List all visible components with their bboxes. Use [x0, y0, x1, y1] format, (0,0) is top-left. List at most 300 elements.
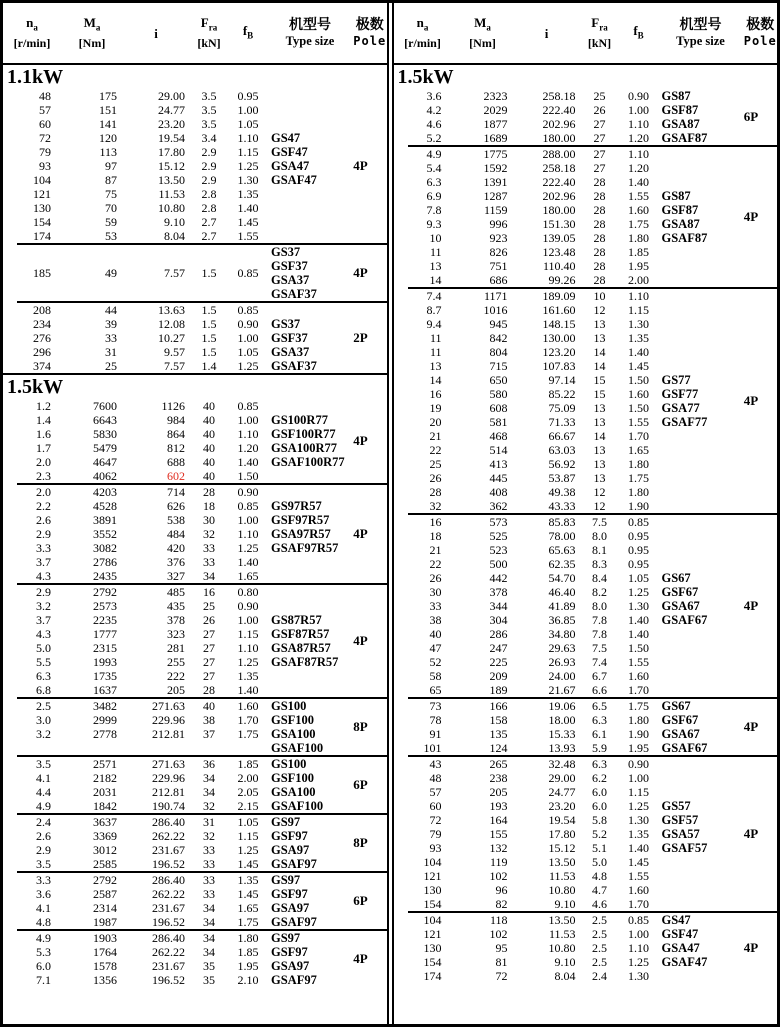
cell-fb: 1.15: [628, 785, 649, 799]
table-row: [394, 627, 778, 641]
cell-na: 73: [429, 699, 442, 713]
table-row: [3, 669, 387, 683]
type-size: GSA100R77: [271, 441, 337, 455]
cell-fb: 1.75: [237, 915, 259, 929]
cell-na: 28: [429, 485, 442, 499]
cell-na: 3.2: [36, 727, 51, 741]
cell-i: 29.63: [548, 641, 576, 655]
cell-na: 2.6: [36, 513, 51, 527]
cell-fra: 33: [203, 857, 215, 871]
cell-fra: 4.7: [592, 883, 607, 897]
data-block: [3, 485, 387, 583]
cell-fb: 0.95: [628, 543, 649, 557]
cell-fra: 12: [593, 303, 606, 317]
cell-ma: 164: [489, 813, 508, 827]
numeric-rows: [394, 913, 778, 983]
cell-na: 3.5: [36, 757, 51, 771]
cell-fra: 25: [203, 599, 215, 613]
cell-fb: 1.80: [628, 457, 649, 471]
cell-fra: 34: [203, 931, 215, 945]
table-row: [3, 857, 387, 871]
table-row: [394, 499, 778, 513]
cell-i: 626: [167, 499, 185, 513]
cell-i: 151.30: [542, 217, 576, 231]
cell-i: 485: [167, 585, 185, 599]
type-size-labels: [271, 613, 338, 669]
cell-na: 154: [33, 215, 51, 229]
cell-na: 154: [423, 955, 442, 969]
cell-ma: 286: [489, 627, 508, 641]
cell-fra: 16: [203, 585, 215, 599]
cell-na: 234: [33, 317, 51, 331]
cell-ma: 3012: [93, 843, 117, 857]
cell-ma: 304: [489, 613, 508, 627]
cell-fb: 1.35: [237, 187, 259, 201]
table-row: [3, 945, 387, 959]
cell-na: 13: [429, 259, 442, 273]
cell-na: 5.2: [426, 131, 442, 145]
cell-ma: 4062: [93, 469, 117, 483]
type-size-labels: [271, 317, 317, 373]
cell-fra: 35: [203, 973, 215, 987]
cell-fb: 1.25: [628, 585, 649, 599]
table-row: [394, 175, 778, 189]
type-size: GS87R57: [271, 613, 322, 627]
cell-fb: 2.10: [237, 973, 259, 987]
cell-fra: 18: [203, 499, 215, 513]
table-row: [394, 655, 778, 669]
type-size: GS67: [661, 699, 691, 713]
cell-ma: 923: [489, 231, 508, 245]
cell-i: 262.22: [152, 829, 185, 843]
cell-ma: 1391: [483, 175, 508, 189]
cell-fb: 0.90: [628, 757, 649, 771]
cell-i: 222.40: [542, 175, 576, 189]
cell-na: 104: [423, 913, 442, 927]
cell-na: 57: [429, 785, 442, 799]
cell-fra: 28: [203, 485, 215, 499]
cell-fb: 1.25: [628, 955, 649, 969]
cell-fra: 34: [203, 785, 215, 799]
type-size: GS97: [271, 873, 301, 887]
cell-fra: 5.1: [592, 841, 607, 855]
pole-label: 6P: [353, 777, 368, 792]
cell-ma: 33: [105, 331, 117, 345]
cell-fb: 2.15: [237, 799, 259, 813]
cell-fb: 1.75: [628, 217, 649, 231]
cell-fra: 2.5: [592, 913, 607, 927]
numeric-rows: [3, 303, 387, 373]
data-block: [3, 303, 387, 373]
type-size: GSF100: [271, 771, 315, 785]
cell-na: 6.0: [36, 959, 51, 973]
type-size-labels: [662, 699, 708, 755]
cell-i: 71.33: [548, 415, 576, 429]
data-block: [3, 815, 387, 871]
cell-i: 11.53: [158, 187, 185, 201]
cell-na: 78: [429, 713, 442, 727]
table-row: [3, 683, 387, 697]
cell-na: 72: [429, 813, 442, 827]
cell-fb: 1.30: [628, 317, 649, 331]
cell-ma: 344: [489, 599, 508, 613]
cell-i: 984: [167, 413, 185, 427]
type-size: GS97: [271, 931, 301, 945]
cell-ma: 945: [489, 317, 508, 331]
cell-fb: 1.85: [237, 945, 259, 959]
cell-na: 185: [33, 266, 51, 280]
cell-i: 10.27: [158, 331, 185, 345]
cell-i: 19.54: [158, 131, 185, 145]
data-block: [394, 699, 778, 755]
cell-fb: 1.25: [628, 799, 649, 813]
cell-fra: 27: [203, 641, 215, 655]
cell-fb: 1.60: [628, 669, 649, 683]
table-row: [394, 485, 778, 499]
cell-ma: 4203: [93, 485, 117, 499]
cell-na: 60: [429, 799, 442, 813]
table-row: [394, 757, 778, 771]
cell-ma: 2573: [93, 599, 117, 613]
cell-fra: 1.5: [201, 303, 217, 317]
type-size: GSA77: [661, 401, 700, 415]
type-size: GS100: [271, 757, 307, 771]
cell-fra: 13: [593, 457, 606, 471]
cell-fra: 36: [203, 757, 215, 771]
pole-label: 4P: [353, 433, 368, 448]
cell-i: 180.00: [542, 131, 576, 145]
cell-ma: 804: [489, 345, 508, 359]
cell-ma: 120: [99, 131, 117, 145]
table-row: [3, 843, 387, 857]
cell-fb: 1.45: [628, 855, 649, 869]
cell-ma: 265: [489, 757, 508, 771]
cell-fra: 1.5: [201, 266, 217, 280]
cell-ma: 525: [489, 529, 508, 543]
table-row: [394, 741, 778, 755]
cell-na: 93: [39, 159, 51, 173]
cell-i: 17.80: [158, 145, 185, 159]
cell-fb: 1.25: [237, 655, 259, 669]
cell-fb: 1.00: [628, 927, 649, 941]
pole-label: 4P: [743, 209, 759, 224]
pole-label: 4P: [743, 719, 759, 734]
cell-ma: 4647: [93, 455, 117, 469]
cell-na: 52: [429, 655, 442, 669]
cell-i: 24.00: [548, 669, 576, 683]
cell-na: 16: [429, 515, 442, 529]
cell-ma: 141: [99, 117, 117, 131]
cell-i: 24.77: [158, 103, 185, 117]
cell-fb: 1.85: [237, 757, 259, 771]
type-size-labels: [662, 799, 708, 855]
type-size-labels: [271, 699, 323, 755]
type-size: GSA37: [271, 345, 310, 359]
table-row: [394, 613, 778, 627]
cell-i: 262.22: [152, 887, 185, 901]
cell-na: 91: [429, 727, 442, 741]
cell-fra: 14: [593, 345, 606, 359]
type-size: GS100R77: [271, 413, 328, 427]
cell-fra: 28: [593, 189, 606, 203]
cell-fra: 1.5: [201, 331, 217, 345]
cell-fb: 1.25: [237, 359, 259, 373]
cell-fb: 1.10: [628, 941, 649, 955]
cell-ma: 3552: [93, 527, 117, 541]
type-size: GSF97: [271, 887, 308, 901]
cell-fb: 1.00: [628, 103, 649, 117]
cell-ma: 189: [489, 683, 508, 697]
cell-i: 602: [167, 469, 185, 483]
cell-na: 6.9: [426, 189, 442, 203]
cell-i: 32.48: [548, 757, 576, 771]
cell-fra: 25: [593, 89, 606, 103]
cell-ma: 1993: [93, 655, 117, 669]
cell-i: 231.67: [152, 901, 185, 915]
cell-na: 7.4: [426, 289, 442, 303]
cell-ma: 5830: [93, 427, 117, 441]
cell-fb: 1.00: [628, 771, 649, 785]
cell-fb: 0.90: [237, 317, 259, 331]
cell-na: 3.3: [36, 873, 51, 887]
cell-ma: 468: [489, 429, 508, 443]
type-size-labels: [662, 571, 708, 627]
cell-i: 19.54: [548, 813, 576, 827]
numeric-rows: [3, 815, 387, 871]
cell-ma: 82: [495, 897, 508, 911]
type-size: GSAF97R57: [271, 541, 339, 555]
table-body-left: [3, 65, 387, 987]
type-size: GSF67: [661, 585, 699, 599]
cell-fb: 1.70: [628, 429, 649, 443]
type-size-labels: [662, 89, 708, 145]
cell-na: 19: [429, 401, 442, 415]
cell-fra: 28: [593, 203, 606, 217]
cell-fra: 30: [203, 513, 215, 527]
type-size: GSAF57: [661, 841, 708, 855]
header-type-size: 机型号 Type size: [285, 18, 335, 48]
cell-na: 5.0: [36, 641, 51, 655]
pole-label: 4P: [743, 826, 759, 841]
data-block: [3, 873, 387, 929]
cell-fra: 5.8: [592, 813, 607, 827]
table-row: [394, 529, 778, 543]
cell-fb: 1.40: [628, 175, 649, 189]
table-row: [3, 201, 387, 215]
cell-i: 123.48: [542, 245, 576, 259]
cell-fra: 2.8: [201, 187, 217, 201]
cell-ma: 3369: [93, 829, 117, 843]
table-row: [3, 713, 387, 727]
cell-i: 13.50: [548, 855, 576, 869]
cell-i: 212.81: [152, 727, 185, 741]
cell-fra: 8.4: [592, 571, 607, 585]
cell-fra: 3.5: [201, 103, 217, 117]
table-row: [394, 515, 778, 529]
cell-fra: 13: [593, 331, 606, 345]
table-row: [394, 955, 778, 969]
cell-i: 271.63: [152, 699, 185, 713]
cell-i: 229.96: [152, 771, 185, 785]
cell-i: 54.70: [548, 571, 576, 585]
cell-fb: 1.50: [628, 373, 649, 387]
cell-na: 58: [429, 669, 442, 683]
cell-fra: 10: [593, 289, 606, 303]
cell-i: 46.40: [548, 585, 576, 599]
cell-fb: 0.95: [237, 89, 259, 103]
cell-i: 36.85: [548, 613, 576, 627]
cell-fra: 26: [593, 103, 606, 117]
cell-fra: 8.0: [592, 599, 607, 613]
cell-i: 286.40: [152, 815, 185, 829]
cell-fra: 1.4: [201, 359, 217, 373]
cell-i: 327: [167, 569, 185, 583]
cell-fra: 28: [593, 245, 606, 259]
cell-fra: 37: [203, 727, 215, 741]
table-row: [394, 585, 778, 599]
cell-fra: 8.0: [592, 529, 607, 543]
cell-ma: 132: [489, 841, 508, 855]
cell-fra: 2.7: [201, 229, 217, 243]
type-size: GS97: [271, 815, 301, 829]
cell-ma: 2182: [93, 771, 117, 785]
cell-na: 2.4: [36, 815, 51, 829]
type-size: GS57: [661, 799, 691, 813]
cell-na: 4.2: [426, 103, 442, 117]
cell-ma: 75: [105, 187, 117, 201]
table-row: [394, 927, 778, 941]
cell-fb: 1.75: [237, 727, 259, 741]
cell-ma: 442: [489, 571, 508, 585]
cell-ma: 2778: [93, 727, 117, 741]
cell-ma: 1578: [93, 959, 117, 973]
type-size: GSA97: [271, 959, 310, 973]
cell-na: 5.3: [36, 945, 51, 959]
type-size: GSAF87R57: [271, 655, 339, 669]
type-size: GSA67: [661, 599, 700, 613]
cell-ma: 1016: [483, 303, 508, 317]
cell-fb: 1.15: [237, 145, 259, 159]
cell-ma: 2786: [93, 555, 117, 569]
cell-fb: 1.50: [628, 641, 649, 655]
cell-fb: 1.55: [628, 189, 649, 203]
cell-fra: 28: [593, 259, 606, 273]
cell-i: 9.57: [164, 345, 185, 359]
cell-na: 4.3: [36, 569, 51, 583]
cell-i: 23.20: [548, 799, 576, 813]
cell-i: 11.53: [548, 927, 576, 941]
cell-i: 271.63: [152, 757, 185, 771]
cell-fb: 1.80: [628, 231, 649, 245]
cell-na: 38: [429, 613, 442, 627]
cell-na: 93: [429, 841, 442, 855]
table-row: [3, 757, 387, 771]
table-row: [394, 317, 778, 331]
cell-fra: 6.6: [592, 683, 607, 697]
cell-i: 9.10: [164, 215, 185, 229]
cell-fb: 1.80: [628, 485, 649, 499]
cell-ma: 113: [99, 145, 117, 159]
table-row: [394, 799, 778, 813]
cell-fb: 1.10: [628, 117, 649, 131]
type-size: GSA87R57: [271, 641, 331, 655]
cell-i: 196.52: [152, 973, 185, 987]
cell-fb: 0.90: [628, 89, 649, 103]
type-size: GSAF97: [271, 915, 317, 929]
cell-ma: 118: [489, 913, 508, 927]
cell-na: 2.9: [36, 527, 51, 541]
column-header-right: [394, 3, 778, 65]
type-size: GSAF87: [661, 131, 708, 145]
type-size: GSA87: [661, 117, 700, 131]
data-block: [3, 245, 387, 301]
cell-fra: 12: [593, 485, 606, 499]
cell-ma: 362: [489, 499, 508, 513]
table-row: [394, 557, 778, 571]
cell-fb: 1.45: [628, 359, 649, 373]
cell-i: 7.57: [164, 266, 185, 280]
cell-i: 484: [167, 527, 185, 541]
cell-i: 258.18: [542, 161, 576, 175]
table-row: [3, 873, 387, 887]
cell-na: 121: [423, 869, 442, 883]
table-row: [394, 855, 778, 869]
cell-i: 262.22: [152, 945, 185, 959]
cell-fb: 1.40: [628, 345, 649, 359]
cell-ma: 2999: [93, 713, 117, 727]
cell-fb: 1.35: [237, 873, 259, 887]
cell-fra: 34: [203, 569, 215, 583]
cell-fra: 28: [593, 217, 606, 231]
table-row: [394, 471, 778, 485]
cell-fra: 40: [203, 441, 215, 455]
type-size: GS37: [271, 245, 301, 259]
cell-i: 43.33: [548, 499, 576, 513]
cell-i: 288.00: [542, 147, 576, 161]
table-row: [394, 359, 778, 373]
cell-ma: 2435: [93, 569, 117, 583]
table-row: [394, 969, 778, 983]
table-row: [394, 841, 778, 855]
cell-i: 9.10: [554, 897, 576, 911]
cell-ma: 97: [105, 159, 117, 173]
cell-fra: 40: [203, 413, 215, 427]
cell-i: 10.80: [158, 201, 185, 215]
cell-fb: 1.20: [628, 161, 649, 175]
cell-fra: 27: [203, 669, 215, 683]
cell-i: 255: [167, 655, 185, 669]
cell-fb: 0.85: [237, 266, 259, 280]
cell-fra: 28: [593, 231, 606, 245]
table-row: [394, 273, 778, 287]
cell-fb: 1.25: [237, 843, 259, 857]
cell-i: 202.96: [542, 189, 576, 203]
table-row: [3, 771, 387, 785]
cell-i: 56.92: [548, 457, 576, 471]
table-row: [3, 815, 387, 829]
cell-fra: 27: [593, 147, 606, 161]
type-size: GSAF97: [271, 857, 317, 871]
cell-ma: 686: [489, 273, 508, 287]
cell-na: 11: [429, 331, 442, 345]
table-row: [3, 331, 387, 345]
cell-fb: 1.55: [628, 655, 649, 669]
cell-fra: 8.1: [592, 543, 607, 557]
cell-i: 13.63: [158, 303, 185, 317]
type-size: GSAF67: [661, 613, 708, 627]
cell-na: 48: [39, 89, 51, 103]
type-size-labels: [271, 815, 317, 871]
